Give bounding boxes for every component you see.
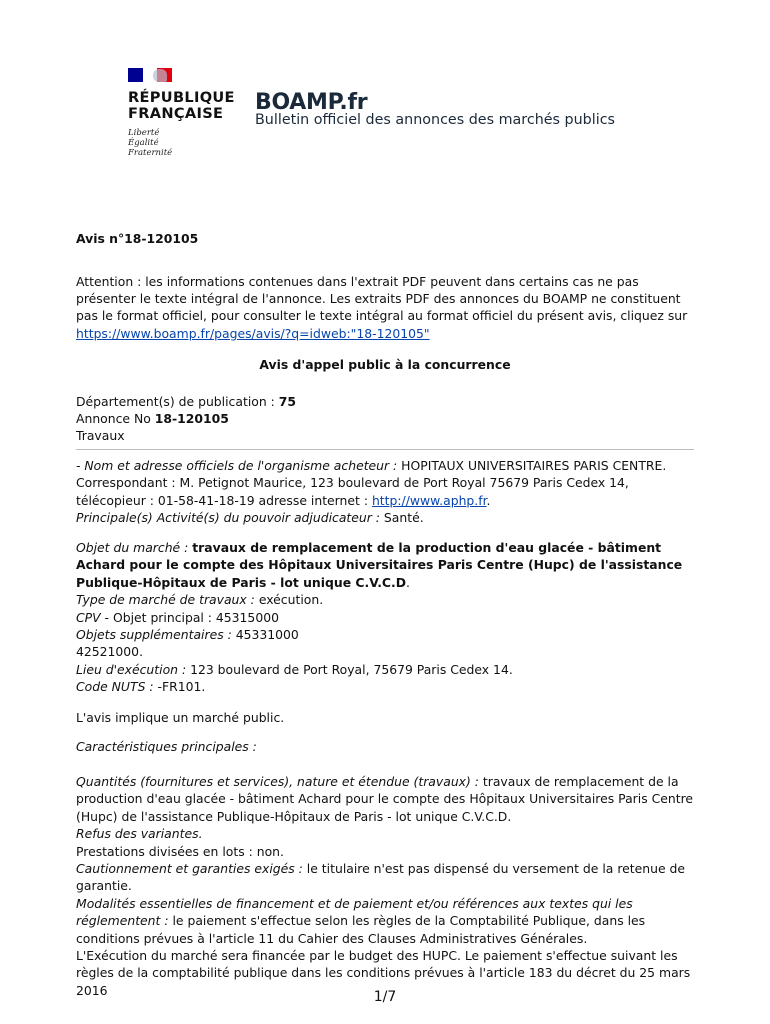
financing-value: le paiement s'effectue selon les règles de la Comptabilité Publique, dans les conditions prévues à l'article 11 du Cahier des Clauses Administratives Générales. — [76, 913, 646, 946]
location-label: Lieu d'exécution : — [76, 661, 191, 677]
object-line — [76, 539, 698, 591]
page-number: 1/7 — [373, 989, 397, 1005]
attention-paragraph — [76, 273, 696, 342]
buyer-name: HOPITAUX UNIVERSITAIRES PARIS CENTRE. — [401, 458, 667, 473]
execution-paragraph: L'Exécution du marché sera financée par le budget des HUPC. Le paiement s'effectue suivant les règles de la comptabilité publique dans les conditions prévues à l'article 183 du décret du 25 mars 2016 — [76, 948, 691, 998]
nuts-value: -FR101. — [157, 679, 206, 695]
buyer-name-line — [76, 457, 698, 474]
object-value-end: . — [406, 574, 410, 590]
department-value: 75 — [278, 394, 297, 409]
guarantee-label: Cautionnement et garanties exigés : — [76, 861, 307, 877]
financing-label: Modalités essentielles de financement et de paiement et/ou références aux textes qui les réglementent : — [76, 895, 633, 929]
attention-text: Attention : les informations contenues dans l'extrait PDF peuvent dans certains cas ne pas présenter le texte intégral de l'annonce. Les extraits PDF des annonces du BOAMP ne constituent pas le format officiel, pour consulter le texte intégral au format officiel du présent avis, cliquez sur — [76, 274, 688, 324]
rf-line1: RÉPUBLIQUE — [128, 89, 235, 106]
lots-line: Prestations divisées en lots : non. — [76, 843, 284, 859]
devise-egalite: Égalité — [128, 138, 159, 148]
supplementary-line — [76, 626, 698, 643]
object-label: Objet du marché : — [76, 540, 193, 555]
annonce-value: 18-120105 — [154, 411, 229, 426]
section-title: Avis d'appel public à la concurrence — [259, 357, 511, 372]
quantities-value: travaux de remplacement de la production d'eau glacée - bâtiment Achard pour le compte des Hôpitaux Universitaires Paris Centre (Hupc) de l'assistance Publique-Hôpitaux de Paris - lot unique C.V.C.D. — [76, 774, 694, 824]
buyer-url-end: . — [486, 492, 491, 508]
department-line — [76, 393, 296, 410]
rf-line2: FRANÇAISE — [128, 105, 224, 122]
nuts-line — [76, 678, 698, 695]
divider — [76, 449, 694, 450]
supplementary-value: 45331000 — [235, 627, 299, 643]
buyer-correspondant: Correspondant : M. Petignot Maurice, 123 boulevard de Port Royal 75679 Paris Cedex 14, — [76, 475, 629, 491]
cpv-value: - Objet principal : 45315000 — [100, 609, 279, 625]
rf-wordmark — [128, 90, 248, 122]
cpv-label: CPV — [76, 609, 101, 625]
activity-value: Santé. — [383, 510, 424, 526]
activity-label: Principale(s) Activité(s) du pouvoir adjudicateur : — [76, 510, 384, 526]
public-market-line: L'avis implique un marché public. — [76, 710, 285, 725]
works-type-label: Type de marché de travaux : — [76, 592, 259, 608]
buyer-contact-line — [76, 492, 698, 509]
notice-number: Avis n°18-120105 — [76, 231, 199, 246]
characteristics-heading: Caractéristiques principales : — [76, 739, 257, 754]
guarantee-paragraph — [76, 860, 698, 895]
supplementary-label: Objets supplémentaires : — [76, 627, 236, 643]
financing-paragraph — [76, 895, 698, 947]
boamp-brand: BOAMP.fr — [255, 90, 368, 115]
supplementary-value-2: 42521000. — [76, 644, 144, 660]
buyer-website-link[interactable]: http://www.aphp.fr — [371, 492, 487, 508]
location-value: 123 boulevard de Port Royal, 75679 Paris Cedex 14. — [190, 661, 513, 677]
market-type: Travaux — [76, 428, 125, 443]
attention-link[interactable]: https://www.boamp.fr/pages/avis/?q=idweb:"18-120105" — [76, 325, 430, 341]
variants-line: Refus des variantes. — [76, 826, 203, 842]
object-section — [76, 539, 698, 696]
annonce-label: Annonce No — [76, 411, 155, 426]
devise-fraternite: Fraternité — [128, 148, 173, 158]
french-flag-icon — [128, 68, 172, 82]
devise — [128, 128, 248, 158]
quantities-paragraph — [76, 773, 698, 825]
buyer-activity-line — [76, 509, 698, 526]
department-label: Département(s) de publication : — [76, 394, 279, 409]
quantities-label: Quantités (fournitures et services), nature et étendue (travaux) : — [76, 774, 483, 789]
buyer-label: - Nom et adresse officiels de l'organisme acheteur : — [76, 458, 402, 473]
cpv-line — [76, 609, 698, 626]
buyer-section — [76, 457, 698, 527]
location-line — [76, 661, 698, 678]
works-type-line — [76, 591, 698, 608]
object-value: travaux de remplacement de la production d'eau glacée - bâtiment Achard pour le compte des Hôpitaux Universitaires Paris Centre (Hupc) de l'assistance Publique-Hôpitaux de Paris - lot unique C.V.C.D — [76, 540, 683, 590]
buyer-fax: télécopieur : 01-58-41-18-19 adresse internet : — [76, 492, 372, 508]
nuts-label: Code NUTS : — [76, 679, 158, 695]
guarantee-value: le titulaire n'est pas dispensé du versement de la retenue de garantie. — [76, 861, 685, 894]
annonce-line — [76, 410, 296, 427]
devise-liberte: Liberté — [128, 128, 160, 138]
publication-info — [76, 393, 296, 444]
works-type-value: exécution. — [258, 592, 324, 608]
republique-francaise-logo — [128, 68, 248, 158]
boamp-subtitle: Bulletin officiel des annonces des marchés publics — [255, 112, 616, 128]
characteristics-section — [76, 773, 698, 999]
